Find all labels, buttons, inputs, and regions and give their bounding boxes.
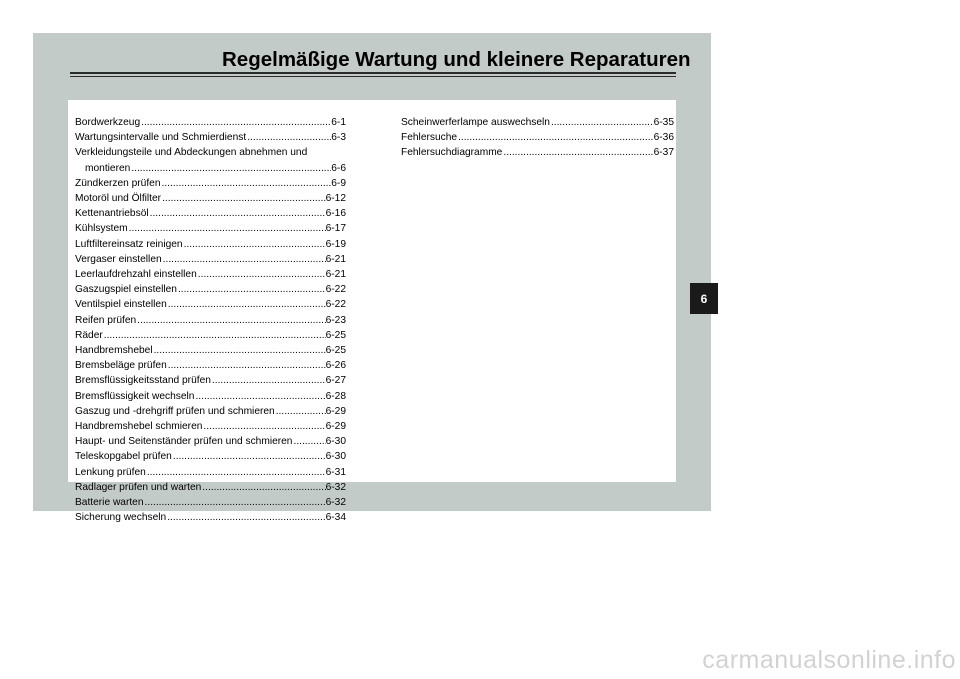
toc-entry <box>75 434 346 449</box>
toc-entry-leader <box>136 313 325 328</box>
toc-entry <box>75 480 346 495</box>
toc-entry-leader <box>162 252 326 267</box>
toc-entry-page: 6-34 <box>325 512 346 524</box>
toc-entry-title: Scheinwerferlampe auswechseln <box>401 117 550 128</box>
toc-entry-leader <box>103 328 326 343</box>
toc-entry-page: 6-12 <box>325 193 346 205</box>
toc-entry <box>75 267 346 282</box>
title-rule-thick <box>70 72 676 74</box>
chapter-tab: 6 <box>690 283 718 314</box>
toc-entry-title: Verkleidungsteile und Abdeckungen abnehmen und <box>75 147 308 159</box>
toc-entry-page: 6-22 <box>325 299 346 311</box>
toc-entry-page: 6-21 <box>325 269 346 281</box>
toc-entry <box>75 191 346 206</box>
toc-entry <box>75 510 346 525</box>
toc-entry-title: montieren <box>85 162 131 174</box>
toc-entry-title: Wartungsintervalle und Schmierdienst <box>75 132 247 144</box>
toc-entry <box>75 389 346 404</box>
toc-right-column <box>401 115 674 161</box>
toc-entry-leader <box>183 237 326 252</box>
toc-entry <box>75 328 346 343</box>
toc-entry <box>75 419 346 434</box>
toc-entry <box>75 282 346 297</box>
toc-entry <box>75 145 346 160</box>
toc-entry-title: Reifen prüfen <box>75 314 137 326</box>
toc-entry-title: Vergaser einstellen <box>75 253 162 265</box>
toc-entry-title: Bremsflüssigkeit wechseln <box>75 390 195 402</box>
toc-entry <box>401 145 674 160</box>
toc-entry-page: 6-9 <box>331 177 346 189</box>
toc-entry-page: 6-19 <box>325 238 346 250</box>
toc-entry-title: Fehlersuchdiagramme <box>401 147 503 159</box>
toc-entry-page: 6-30 <box>325 436 346 448</box>
toc-entry-leader <box>194 389 325 404</box>
toc-entry-leader <box>161 176 332 191</box>
toc-entry-page: 6-21 <box>325 253 346 265</box>
toc-entry-leader <box>130 161 331 176</box>
toc-entry-title: Handbremshebel <box>75 345 153 357</box>
toc-entry-title: Leerlaufdrehzahl einstellen <box>75 269 197 281</box>
toc-entry-page: 6-16 <box>325 208 346 220</box>
toc-entry-leader <box>144 495 326 510</box>
table-of-contents <box>68 100 676 524</box>
toc-entry-page: 6-6 <box>331 162 346 174</box>
toc-entry-page: 6-32 <box>325 481 346 493</box>
toc-entry-title: Bordwerkzeug <box>75 117 141 128</box>
toc-entry-title: Zündkerzen prüfen <box>75 177 161 189</box>
toc-entry-leader <box>292 434 325 449</box>
toc-entry-page: 6-25 <box>325 329 346 341</box>
toc-entry <box>75 449 346 464</box>
page-title: Regelmäßige Wartung und kleinere Reparaturen <box>222 48 691 71</box>
toc-entry-leader <box>550 115 654 130</box>
toc-entry-title: Radlager prüfen und warten <box>75 481 202 493</box>
toc-entry-leader <box>457 130 654 145</box>
toc-entry <box>75 206 346 221</box>
toc-entry-title: Sicherung wechseln <box>75 512 167 524</box>
toc-entry-page: 6-25 <box>325 345 346 357</box>
toc-entry-title: Kettenantriebsöl <box>75 208 149 220</box>
toc-entry-title: Bremsbeläge prüfen <box>75 360 167 372</box>
toc-entry-leader <box>128 221 326 236</box>
toc-entry-title: Kühlsystem <box>75 223 128 235</box>
toc-entry-leader <box>140 115 331 130</box>
toc-entry-page: 6-17 <box>325 223 346 235</box>
toc-entry-leader <box>153 343 326 358</box>
toc-entry-title: Lenkung prüfen <box>75 466 146 478</box>
toc-entry <box>75 221 346 236</box>
toc-entry <box>75 130 346 145</box>
toc-entry-page: 6-32 <box>325 497 346 509</box>
toc-entry-leader <box>172 449 326 464</box>
toc-entry-title: Haupt- und Seitenständer prüfen und schmieren <box>75 436 293 448</box>
toc-entry-page: 6-23 <box>325 314 346 326</box>
toc-entry-title: Bremsflüssigkeitsstand prüfen <box>75 375 211 387</box>
toc-entry-leader <box>275 404 326 419</box>
toc-entry-title: Gaszugspiel einstellen <box>75 284 177 296</box>
toc-entry-page: 6-28 <box>325 390 346 402</box>
toc-entry <box>75 176 346 191</box>
toc-entry <box>75 343 346 358</box>
toc-entry-title: Handbremshebel schmieren <box>75 421 203 433</box>
toc-entry-page: 6-27 <box>325 375 346 387</box>
toc-entry-leader <box>197 267 326 282</box>
toc-entry-page: 6-26 <box>325 360 346 372</box>
toc-entry-title: Teleskopgabel prüfen <box>75 451 172 463</box>
toc-entry-title: Ventilspiel einstellen <box>75 299 167 311</box>
title-rule-thin <box>70 76 676 77</box>
toc-entry-leader <box>146 465 326 480</box>
toc-entry-page: 6-36 <box>653 132 674 144</box>
toc-entry-page: 6-30 <box>325 451 346 463</box>
toc-entry <box>75 252 346 267</box>
toc-entry-leader <box>149 206 326 221</box>
toc-entry-page: 6-1 <box>331 117 346 128</box>
toc-entry-title: Fehlersuche <box>401 132 458 144</box>
toc-entry-title: Luftfiltereinsatz reinigen <box>75 238 183 250</box>
toc-entry <box>75 313 346 328</box>
toc-entry <box>75 115 346 130</box>
toc-entry <box>75 404 346 419</box>
toc-entry <box>75 465 346 480</box>
toc-entry-leader <box>211 373 326 388</box>
toc-entry-leader <box>167 297 326 312</box>
toc-entry-title: Motoröl und Ölfilter <box>75 193 162 205</box>
toc-entry <box>75 495 346 510</box>
toc-entry-leader <box>167 358 326 373</box>
toc-entry-leader <box>246 130 331 145</box>
toc-entry <box>75 297 346 312</box>
toc-entry-leader <box>161 191 326 206</box>
toc-entry <box>75 237 346 252</box>
toc-entry-page: 6-31 <box>325 466 346 478</box>
toc-entry-title: Gaszug und -drehgriff prüfen und schmieren <box>75 405 275 417</box>
toc-entry <box>75 373 346 388</box>
toc-entry-page: 6-35 <box>653 117 674 128</box>
toc-entry-page: 6-29 <box>325 421 346 433</box>
toc-entry-page: 6-29 <box>325 405 346 417</box>
toc-left-column <box>75 115 346 525</box>
toc-entry-leader <box>502 145 653 160</box>
toc-entry-page: 6-3 <box>331 132 346 144</box>
toc-entry <box>401 130 674 145</box>
toc-entry-title: Batterie warten <box>75 497 144 509</box>
toc-entry-title: Räder <box>75 329 103 341</box>
toc-entry <box>75 358 346 373</box>
toc-entry-leader <box>166 510 325 525</box>
watermark: carmanualsonline.info <box>702 646 956 674</box>
toc-entry-leader <box>202 419 325 434</box>
toc-entry-leader <box>201 480 325 495</box>
toc-entry-page: 6-22 <box>325 284 346 296</box>
toc-entry-leader <box>177 282 326 297</box>
toc-entry <box>75 161 346 176</box>
toc-entry-page: 6-37 <box>653 147 674 159</box>
toc-entry <box>401 115 674 130</box>
